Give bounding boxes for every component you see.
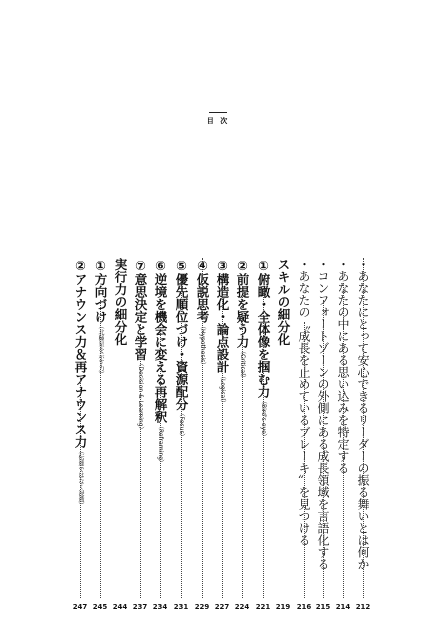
page-number: 247 — [72, 603, 88, 611]
toc-entry-title: ⑦意思決定と学習 — [133, 258, 148, 361]
page-number: 229 — [194, 603, 210, 611]
page-number: 237 — [132, 603, 148, 611]
page-number: 215 — [315, 603, 331, 611]
toc-entry-title: ④仮説思考 — [195, 258, 210, 323]
page-number: 234 — [152, 603, 168, 611]
dot-leader — [304, 322, 305, 598]
toc-entry-title: ①俯瞰・全体像を掴む力 — [256, 258, 271, 398]
page-number: 216 — [296, 603, 312, 611]
page-number: 219 — [275, 603, 291, 611]
dot-leader — [140, 324, 141, 598]
dot-leader — [323, 300, 324, 598]
toc-entry-title: ・あなたの中にある思い込みを特定する — [336, 258, 350, 474]
dot-leader — [242, 286, 243, 598]
page-number: 214 — [335, 603, 351, 611]
toc-entry-note: （Reframing） — [157, 423, 164, 466]
toc-entry-note: （Decision & Learning） — [137, 360, 144, 433]
dot-leader — [160, 318, 161, 598]
toc-entry-title: ③構造化・論点設計 — [215, 258, 230, 373]
toc-entry-note: （Focus） — [178, 410, 185, 440]
dot-leader — [80, 378, 81, 598]
toc-entry-title: ・あなたにとって安心できるリーダーの振る舞いとは何か — [356, 258, 370, 570]
dot-leader — [202, 258, 203, 598]
dot-leader — [363, 258, 364, 598]
dot-leader — [100, 300, 101, 598]
dot-leader — [181, 280, 182, 598]
toc-entry-title: ①方向づけ — [93, 258, 108, 323]
toc-entry-title: ⑤優先順位づけ・資源配分 — [174, 258, 189, 411]
page-title: 目 次 — [206, 117, 230, 125]
toc-entry-note: （Logical） — [219, 373, 226, 407]
toc-entry-title: スキルの細分化 — [276, 258, 291, 346]
dot-leader — [343, 283, 344, 598]
toc-entry-title: ②アナウンス力＆再アナウンス力 — [73, 258, 88, 448]
title-rule — [209, 112, 227, 113]
dot-leader — [263, 288, 264, 598]
page-number: 224 — [234, 603, 250, 611]
toc-entry-note: （Bird's-eye） — [260, 398, 267, 440]
toc-entry-title: ・あなたの〝成長を止めているブレーキ〟を見つける — [297, 258, 311, 546]
page-number: 227 — [214, 603, 230, 611]
toc-entry-title: ⑥逆境を機会に変える再解釈 — [153, 258, 168, 423]
toc-entry-title: ②前提を疑う力 — [235, 258, 250, 348]
page-number: 221 — [255, 603, 271, 611]
toc-entry-note: （Critical） — [239, 348, 246, 381]
page-number: 231 — [173, 603, 189, 611]
toc-entry-13[interactable] — [112, 258, 128, 346]
page-number: 245 — [92, 603, 108, 611]
toc-entry-title: 実行力の細分化 — [113, 258, 128, 346]
toc-entry-note: （北極星を示す力） — [97, 323, 104, 377]
page-number: 244 — [112, 603, 128, 611]
toc-entry-5[interactable] — [275, 258, 291, 346]
page-number: 212 — [355, 603, 371, 611]
toc-entry-note: （Hypothesis） — [199, 323, 206, 369]
toc-entry-note: （伝達ではなく浸透） — [77, 448, 84, 508]
toc-entry-title: ・コンフォートゾーンの外側にある成長領域を言語化する — [316, 258, 330, 570]
dot-leader — [222, 283, 223, 598]
